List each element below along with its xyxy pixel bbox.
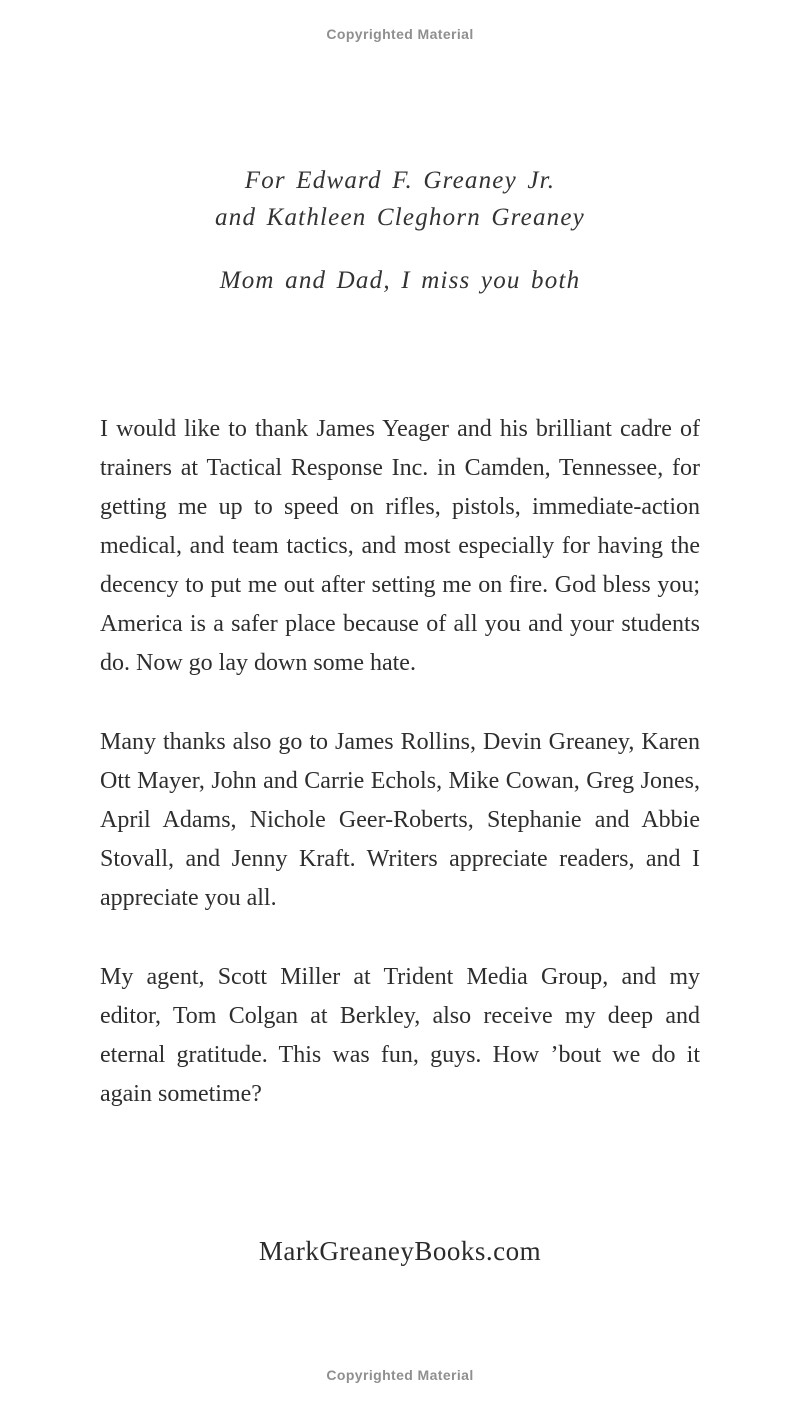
dedication-line: For Edward F. Greaney Jr. bbox=[244, 167, 556, 194]
acknowledgments-paragraph: Many thanks also go to James Rollins, Devin Greaney, Karen Ott Mayer, John and Carrie Echols, Mike Cowan, Greg Jones, April Adams, Nichole Geer-Roberts, Stephanie and Abbie Stovall, and Jenny Kraft. Writers appreciate readers, and I appreciate you all. bbox=[100, 729, 700, 911]
dedication-line: and Kathleen Cleghorn Greaney bbox=[215, 204, 585, 231]
copyright-notice-top: Copyrighted Material bbox=[326, 26, 474, 42]
acknowledgments-text bbox=[100, 410, 700, 1154]
author-website: MarkGreaneyBooks.com bbox=[258, 1236, 542, 1266]
dedication-line: Mom and Dad, I miss you both bbox=[219, 267, 581, 294]
acknowledgments-paragraph: My agent, Scott Miller at Trident Media Group, and my editor, Tom Colgan at Berkley, also receive my deep and eternal gratitude. This was fun, guys. How ’bout we do it again sometime? bbox=[100, 964, 700, 1107]
acknowledgments-paragraph: I would like to thank James Yeager and his brilliant cadre of trainers at Tactical Response Inc. in Camden, Tennessee, for getting me up to speed on rifles, pistols, immediate-action medical, and team tactics, and most especially for having the decency to put me out after setting me on fire. God bless you; America is a safer place because of all you and your students do. Now go lay down some hate. bbox=[100, 416, 700, 676]
copyright-notice-bottom: Copyrighted Material bbox=[326, 1367, 474, 1383]
dedication bbox=[0, 162, 800, 299]
